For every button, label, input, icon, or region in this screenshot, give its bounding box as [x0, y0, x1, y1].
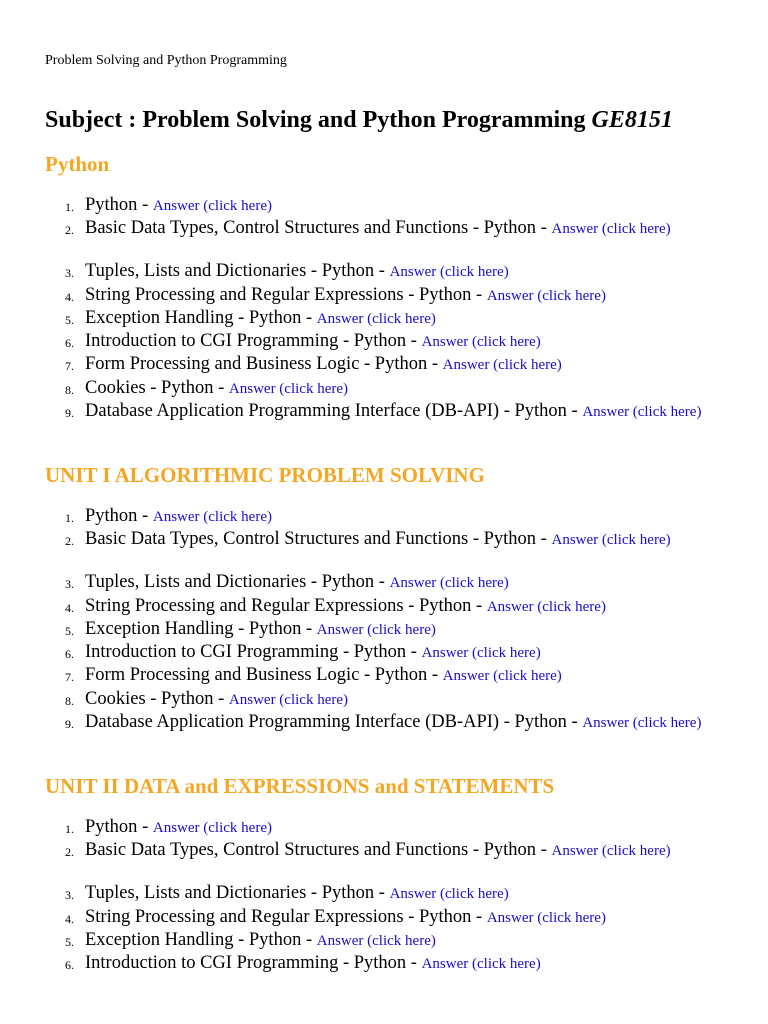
answer-link[interactable]: Answer (click here) — [316, 310, 436, 327]
answer-link[interactable]: Answer (click here) — [486, 598, 606, 615]
item-title: Python — [85, 506, 138, 526]
list-item — [0, 953, 768, 976]
item-separator: - — [213, 688, 229, 709]
item-number: 6. — [65, 958, 74, 973]
item-title: Python — [85, 195, 138, 215]
list-item — [0, 331, 768, 354]
list-item — [0, 883, 768, 906]
item-number: 8. — [65, 382, 74, 397]
answer-link[interactable]: Answer (click here) — [316, 621, 436, 638]
running-header: Problem Solving and Python Programming — [45, 53, 287, 68]
item-separator: - — [427, 665, 443, 686]
item-separator: - — [374, 261, 390, 282]
answer-link[interactable]: Answer (click here) — [152, 509, 272, 525]
item-separator: - — [471, 906, 487, 927]
answer-link[interactable]: Answer (click here) — [582, 715, 702, 732]
item-separator: - — [406, 642, 422, 663]
item-number: 1. — [65, 200, 74, 214]
item-title: Basic Data Types, Control Structures and Functions - Python — [85, 529, 537, 550]
list-item — [0, 354, 768, 377]
item-title: Database Application Programming Interface (DB-API) - Python — [85, 712, 567, 733]
item-number: 2. — [65, 845, 74, 860]
item-number: 4. — [65, 911, 74, 926]
answer-link[interactable]: Answer (click here) — [486, 909, 606, 926]
answer-link[interactable]: Answer (click here) — [152, 820, 272, 836]
item-title: Basic Data Types, Control Structures and Functions - Python — [85, 840, 537, 861]
item-title: String Processing and Regular Expressions - Python — [85, 906, 472, 927]
item-separator: - — [406, 331, 422, 352]
answer-link[interactable]: Answer (click here) — [551, 532, 671, 549]
item-title: Python — [85, 817, 138, 837]
answer-link[interactable]: Answer (click here) — [228, 380, 349, 397]
list-item — [0, 308, 768, 331]
item-separator: - — [137, 506, 153, 526]
list-item — [0, 665, 768, 688]
item-number: 5. — [65, 934, 74, 949]
list-item — [0, 840, 768, 883]
item-separator: - — [301, 929, 317, 950]
answer-link[interactable]: Answer (click here) — [582, 404, 702, 421]
item-title: Exception Handling - Python — [85, 929, 302, 950]
item-separator: - — [301, 307, 317, 328]
list-item — [0, 712, 768, 755]
topic-list — [0, 195, 768, 444]
list-item — [0, 529, 768, 572]
answer-link[interactable]: Answer (click here) — [551, 221, 671, 238]
item-number: 7. — [65, 670, 74, 685]
section-heading: Python — [45, 152, 110, 176]
item-title: Exception Handling - Python — [85, 307, 302, 328]
topic-list — [0, 506, 768, 755]
item-title: Introduction to CGI Programming - Python — [85, 642, 407, 663]
item-title: Basic Data Types, Control Structures and Functions - Python — [85, 218, 537, 239]
list-item — [0, 930, 768, 953]
item-number: 6. — [65, 647, 74, 662]
list-item — [0, 218, 768, 261]
item-number: 3. — [65, 266, 74, 281]
item-separator: - — [301, 618, 317, 639]
answer-link[interactable]: Answer (click here) — [316, 932, 436, 949]
item-title: String Processing and Regular Expressions - Python — [85, 595, 472, 616]
item-title: String Processing and Regular Expressions - Python — [85, 284, 472, 305]
answer-link[interactable]: Answer (click here) — [389, 575, 509, 592]
item-separator: - — [566, 401, 583, 422]
answer-link[interactable]: Answer (click here) — [551, 843, 671, 860]
list-item — [0, 572, 768, 595]
answer-link[interactable]: Answer (click here) — [389, 264, 509, 281]
item-title: Exception Handling - Python — [85, 618, 302, 639]
item-separator: - — [137, 817, 153, 837]
item-separator: - — [374, 572, 390, 593]
item-separator: - — [137, 195, 153, 215]
item-separator: - — [536, 840, 552, 861]
item-number: 2. — [65, 223, 74, 238]
list-item — [0, 506, 768, 529]
item-separator: - — [374, 883, 390, 904]
item-number: 9. — [65, 717, 74, 732]
item-number: 3. — [65, 577, 74, 592]
item-separator: - — [471, 284, 487, 305]
answer-link[interactable]: Answer (click here) — [442, 668, 562, 685]
list-item — [0, 596, 768, 619]
subject-title — [45, 106, 673, 134]
item-number: 4. — [65, 600, 74, 615]
item-number: 3. — [65, 888, 74, 903]
item-number: 6. — [65, 336, 74, 351]
section-heading: UNIT II DATA and EXPRESSIONS and STATEMENTS — [45, 774, 555, 798]
list-item — [0, 285, 768, 308]
item-title: Database Application Programming Interface (DB-API) - Python — [85, 401, 567, 422]
item-number: 2. — [65, 534, 74, 549]
item-separator: - — [213, 377, 229, 398]
list-item — [0, 642, 768, 665]
list-item — [0, 689, 768, 712]
item-title: Tuples, Lists and Dictionaries - Python — [85, 572, 375, 593]
item-number: 5. — [65, 312, 74, 327]
answer-link[interactable]: Answer (click here) — [421, 645, 541, 662]
list-item — [0, 261, 768, 284]
item-number: 5. — [65, 623, 74, 638]
item-title: Form Processing and Business Logic - Python — [85, 665, 428, 686]
answer-link[interactable]: Answer (click here) — [421, 334, 541, 351]
item-title: Form Processing and Business Logic - Python — [85, 354, 428, 375]
answer-link[interactable]: Answer (click here) — [152, 198, 272, 214]
item-number: 4. — [65, 289, 74, 304]
answer-link[interactable]: Answer (click here) — [442, 357, 562, 374]
item-separator: - — [536, 218, 552, 239]
item-number: 9. — [65, 406, 74, 421]
list-item — [0, 817, 768, 840]
list-item — [0, 401, 768, 444]
item-separator: - — [471, 595, 487, 616]
subject-prefix: Subject : — [45, 107, 143, 133]
list-item — [0, 907, 768, 930]
item-number: 7. — [65, 359, 74, 374]
list-item — [0, 378, 768, 401]
item-number: 1. — [65, 511, 74, 525]
subject-code: GE8151 — [591, 107, 673, 133]
topic-list — [0, 817, 768, 976]
list-item — [0, 195, 768, 218]
item-number: 1. — [65, 822, 74, 836]
item-title: Cookies - Python — [85, 688, 214, 709]
answer-link[interactable]: Answer (click here) — [389, 886, 509, 903]
item-separator: - — [427, 354, 443, 375]
item-title: Cookies - Python — [85, 377, 214, 398]
list-item — [0, 619, 768, 642]
item-title: Tuples, Lists and Dictionaries - Python — [85, 261, 375, 282]
subject-name: Problem Solving and Python Programming — [142, 107, 586, 133]
section-heading: UNIT I ALGORITHMIC PROBLEM SOLVING — [45, 463, 485, 487]
answer-link[interactable]: Answer (click here) — [228, 691, 349, 708]
item-separator: - — [406, 953, 422, 974]
item-separator: - — [566, 712, 583, 733]
answer-link[interactable]: Answer (click here) — [486, 287, 606, 304]
item-separator: - — [536, 529, 552, 550]
item-title: Introduction to CGI Programming - Python — [85, 953, 407, 974]
item-number: 8. — [65, 693, 74, 708]
item-title: Introduction to CGI Programming - Python — [85, 331, 407, 352]
item-title: Tuples, Lists and Dictionaries - Python — [85, 883, 375, 904]
answer-link[interactable]: Answer (click here) — [421, 956, 541, 973]
